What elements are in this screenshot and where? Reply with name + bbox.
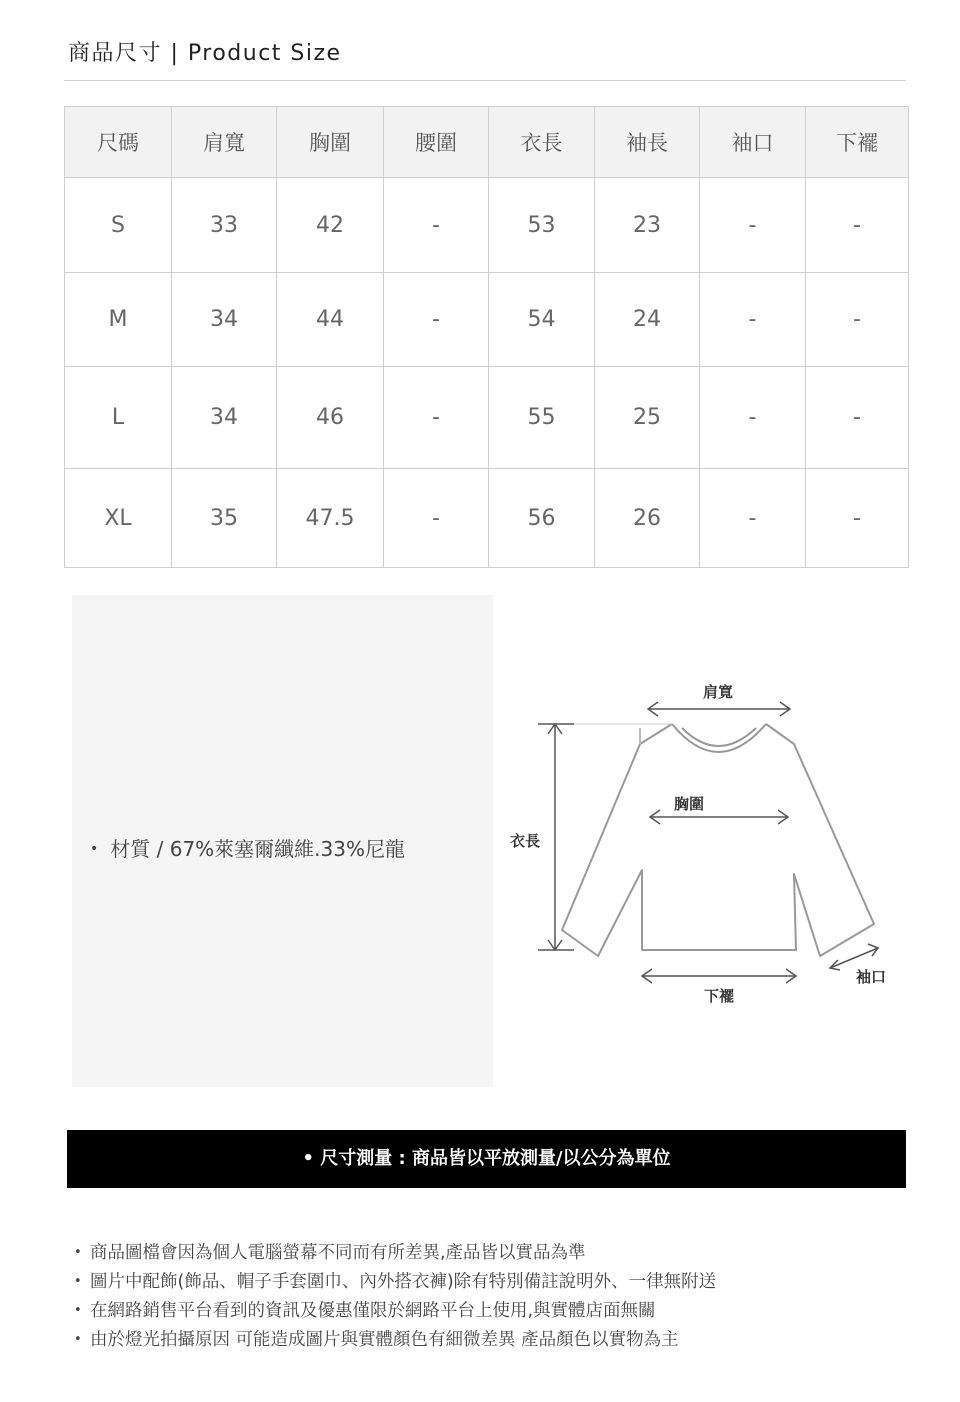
table-cell: 47.5	[277, 469, 384, 568]
table-cell: -	[700, 469, 806, 568]
table-cell: -	[700, 178, 806, 273]
table-cell: S	[65, 178, 172, 273]
table-cell: -	[384, 273, 489, 367]
column-header: 腰圍	[384, 107, 489, 178]
measurement-diagram	[500, 660, 900, 1020]
table-cell: -	[384, 367, 489, 469]
table-cell: 42	[277, 178, 384, 273]
bullet-icon: •	[74, 1274, 82, 1289]
page-title: 商品尺寸 | Product Size	[68, 41, 342, 66]
material-text: 材質 / 67%萊塞爾纖維.33%尼龍	[110, 837, 405, 861]
table-row	[65, 367, 909, 469]
table-cell: XL	[65, 469, 172, 568]
note-text: 由於燈光拍攝原因 可能造成圖片與實體顏色有細微差異 產品顏色以實物為主	[90, 1330, 679, 1350]
list-item	[74, 1325, 716, 1354]
bullet-icon: •	[74, 1245, 82, 1260]
table-cell: -	[384, 178, 489, 273]
shoulder-label: 肩寬	[703, 683, 734, 701]
table-cell: 24	[595, 273, 700, 367]
list-item	[74, 1296, 716, 1325]
column-header: 尺碼	[65, 107, 172, 178]
table-cell: -	[384, 469, 489, 568]
column-header: 肩寬	[172, 107, 277, 178]
table-cell: -	[700, 273, 806, 367]
chest-label: 胸圍	[674, 795, 705, 813]
list-item	[74, 1238, 716, 1267]
table-cell: 34	[172, 367, 277, 469]
table-cell: 23	[595, 178, 700, 273]
hem-label: 下襬	[704, 987, 735, 1005]
garment-outline-icon	[500, 660, 900, 1020]
table-cell: 33	[172, 178, 277, 273]
bullet-icon: •	[74, 1332, 82, 1347]
bullet-icon: •	[74, 1303, 82, 1318]
table-row	[65, 469, 909, 568]
column-header: 袖口	[700, 107, 806, 178]
table-cell: L	[65, 367, 172, 469]
table-cell: 35	[172, 469, 277, 568]
table-cell: 34	[172, 273, 277, 367]
bullet-icon: •	[90, 841, 99, 857]
table-cell: M	[65, 273, 172, 367]
table-row	[65, 273, 909, 367]
material-info	[90, 833, 405, 862]
table-cell: -	[806, 367, 909, 469]
length-label: 衣長	[510, 832, 541, 850]
note-text: 商品圖檔會因為個人電腦螢幕不同而有所差異,產品皆以實品為準	[90, 1243, 586, 1263]
column-header: 胸圍	[277, 107, 384, 178]
table-cell: 25	[595, 367, 700, 469]
table-cell: -	[700, 367, 806, 469]
table-cell: 46	[277, 367, 384, 469]
measurement-note-bar: • 尺寸測量 : 商品皆以平放測量/以公分為單位	[67, 1130, 906, 1188]
column-header: 下襬	[806, 107, 909, 178]
table-row	[65, 178, 909, 273]
table-cell: 56	[489, 469, 595, 568]
table-cell: 55	[489, 367, 595, 469]
column-header: 袖長	[595, 107, 700, 178]
table-header-row	[65, 107, 909, 178]
notes-list	[74, 1238, 716, 1354]
material-panel	[72, 595, 493, 1087]
column-header: 衣長	[489, 107, 595, 178]
table-cell: -	[806, 469, 909, 568]
table-cell: 54	[489, 273, 595, 367]
table-cell: 26	[595, 469, 700, 568]
title-divider	[64, 80, 906, 81]
note-text: 圖片中配飾(飾品、帽子手套圍巾、內外搭衣褲)除有特別備註說明外、一律無附送	[90, 1272, 717, 1292]
table-cell: 44	[277, 273, 384, 367]
table-cell: 53	[489, 178, 595, 273]
table-cell: -	[806, 178, 909, 273]
list-item	[74, 1267, 716, 1296]
cuff-label: 袖口	[856, 968, 887, 986]
note-text: 在網路銷售平台看到的資訊及優惠僅限於網路平台上使用,與實體店面無關	[90, 1301, 656, 1321]
table-cell: -	[806, 273, 909, 367]
size-table	[64, 106, 909, 568]
